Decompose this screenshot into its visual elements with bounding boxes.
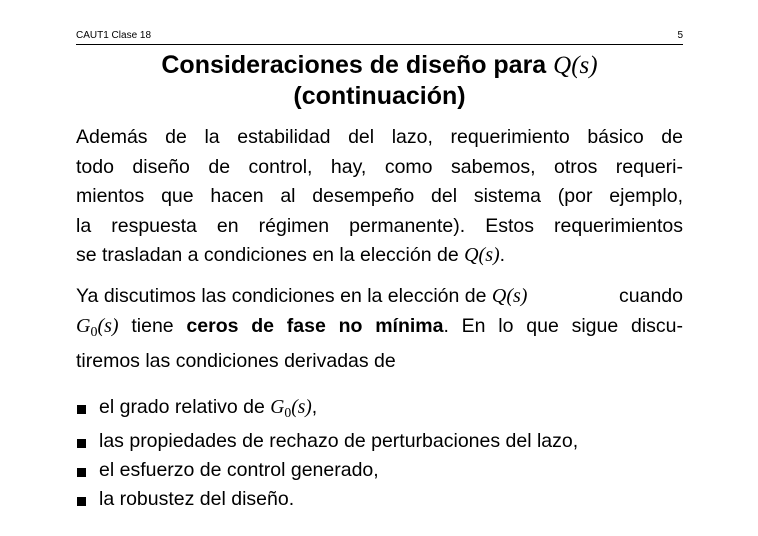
bold-phrase: ceros de fase no mínima: [186, 314, 444, 337]
paragraph-1-line-4: la respuesta en régimen permanente). Estos requerimientos: [76, 214, 683, 237]
paragraph-1-line-5-text: se trasladan a condiciones en la elección de: [76, 244, 465, 267]
bullet-text: las propiedades de rechazo de perturbaciones del lazo,: [99, 430, 579, 453]
course-label: CAUT1 Clase 18: [76, 30, 152, 41]
title-text: Consideraciones de diseño para: [161, 51, 554, 79]
slide-header: [76, 28, 683, 45]
bullet-list: [76, 393, 683, 514]
paragraph-1-line-5-end: .: [499, 244, 506, 267]
paragraph-1-line-3: mientos que hacen al desempeño del sistema (por ejemplo,: [76, 185, 683, 208]
paragraph-1-line-2: todo diseño de control, hay, como sabemos, otros requeri-: [76, 155, 683, 178]
math-g: G: [76, 314, 91, 337]
paragraph-1: [76, 123, 683, 271]
list-item: [76, 485, 683, 514]
slide-title: [76, 50, 683, 112]
title-line-1: [76, 50, 683, 81]
math-g-subscript: 0: [284, 405, 292, 421]
math-s-arg: (s): [291, 397, 312, 418]
paragraph-1-line-5: [76, 241, 683, 271]
paragraph-2-line-1-end: cuando: [619, 285, 683, 307]
math-g0: [270, 397, 312, 421]
list-item: [76, 393, 683, 427]
bullet-text: el esfuerzo de control generado,: [99, 459, 379, 482]
paragraph-2-line-1: [76, 282, 683, 312]
math-q: Q(s): [464, 244, 500, 267]
math-g-subscript: 0: [90, 324, 98, 340]
paragraph-2-line-3: tiremos las condiciones derivadas de: [76, 350, 396, 373]
paragraph-2-line-1-words: Ya discutimos las condiciones en la elección de: [76, 285, 492, 307]
paragraph-2-line-2: [76, 312, 683, 348]
square-bullet-icon: [77, 405, 86, 414]
math-g: G: [270, 397, 285, 418]
bullet-end: ,: [311, 396, 318, 418]
title-line-2: (continuación): [293, 82, 466, 110]
square-bullet-icon: [77, 468, 86, 477]
square-bullet-icon: [77, 439, 86, 448]
math-g0: [76, 314, 119, 340]
paragraph-2: [76, 282, 683, 377]
square-bullet-icon: [77, 497, 86, 506]
bullet-text: la robustez del diseño.: [99, 488, 295, 511]
paragraph-1-line-1: Además de la estabilidad del lazo, requerimiento básico de: [76, 126, 683, 148]
math-s-arg: (s): [97, 314, 119, 337]
list-item: [76, 427, 683, 456]
math-q: Q(s): [491, 285, 528, 307]
title-math-q: Q(s): [553, 52, 598, 79]
paragraph-2-line-1-text: [76, 282, 527, 312]
bullet-text: el grado relativo de: [99, 396, 271, 418]
paragraph-2-line-2-text: tiene: [118, 314, 187, 337]
list-item: [76, 456, 683, 485]
paragraph-2-line-2-end: . En lo que sigue discu-: [443, 314, 683, 337]
page-number: 5: [677, 30, 683, 41]
